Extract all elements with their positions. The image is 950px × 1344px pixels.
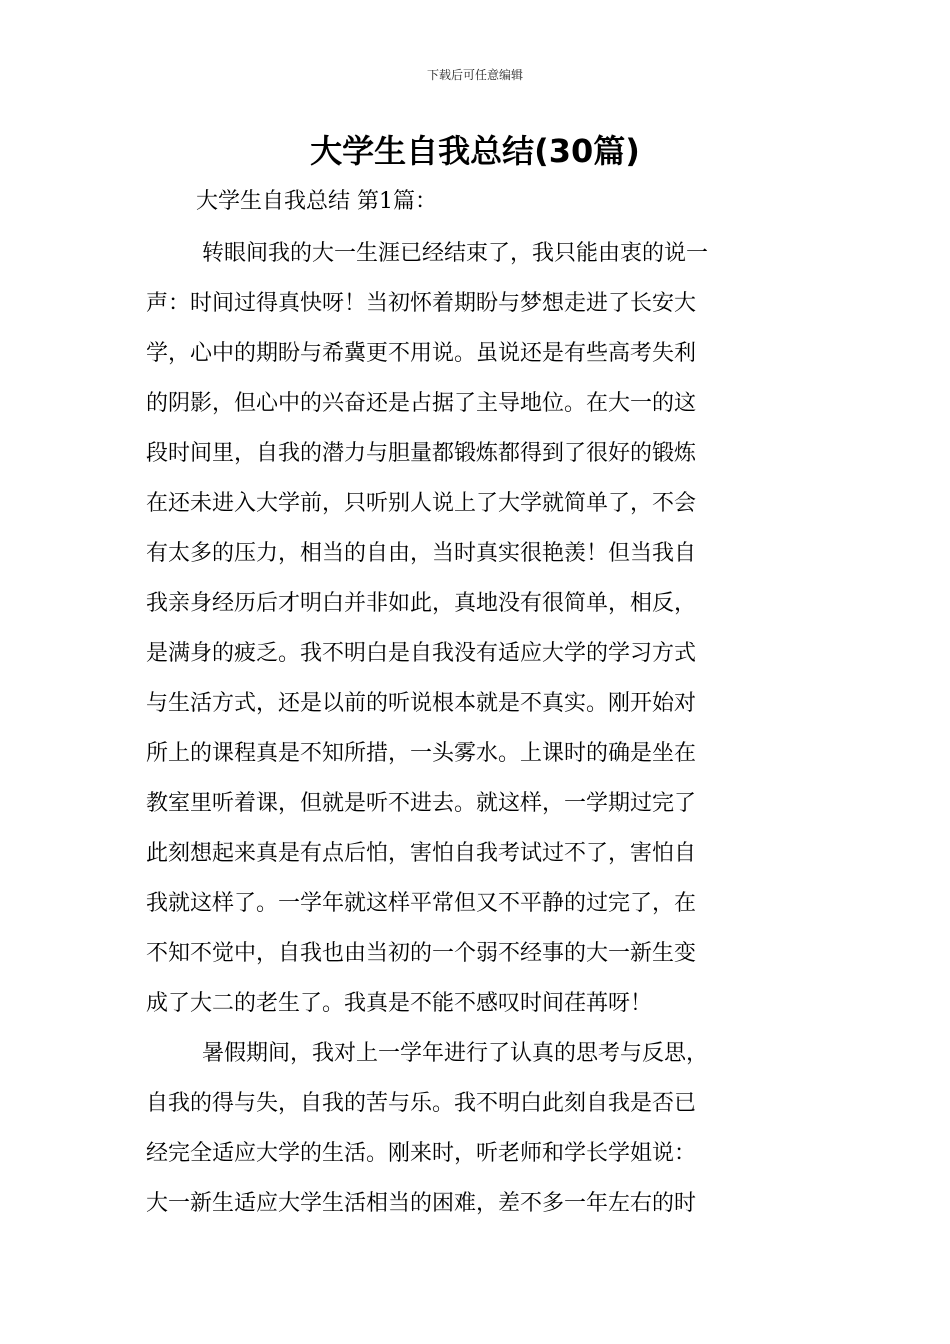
paragraph-line: 暑假期间，我对上一学年进行了认真的思考与反思， [202,1041,709,1066]
paragraph-line: 转眼间我的大一生涯已经结束了，我只能由衷的说一 [202,241,709,266]
document-title: 大学生自我总结(30篇) [310,132,640,170]
paragraph-line: 段时间里，自我的潜力与胆量都锻炼都得到了很好的锻炼 [146,441,697,466]
paragraph-line: 与生活方式，还是以前的听说根本就是不真实。刚开始对 [146,691,697,716]
page-header: 下载后可任意编辑 [426,68,523,82]
section-heading: 大学生自我总结 第1篇： [196,189,437,214]
paragraph-line: 教室里听着课，但就是听不进去。就这样，一学期过完了 [146,791,697,816]
paragraph-line: 的阴影，但心中的兴奋还是占据了主导地位。在大一的这 [146,391,697,416]
paragraph-line: 是满身的疲乏。我不明白是自我没有适应大学的学习方式 [146,641,697,666]
paragraph-line: 自我的得与失，自我的苦与乐。我不明白此刻自我是否已 [146,1091,697,1116]
paragraph-line: 成了大二的老生了。我真是不能不感叹时间荏苒呀！ [146,991,653,1016]
paragraph-line: 经完全适应大学的生活。刚来时，听老师和学长学姐说： [146,1141,697,1166]
paragraph-line: 不知不觉中，自我也由当初的一个弱不经事的大一新生变 [146,941,697,966]
paragraph-line: 此刻想起来真是有点后怕，害怕自我考试过不了，害怕自 [146,841,697,866]
paragraph-line: 我亲身经历后才明白并非如此，真地没有很简单，相反， [146,591,697,616]
paragraph-line: 在还未进入大学前，只听别人说上了大学就简单了，不会 [146,491,697,516]
paragraph-line: 大一新生适应大学生活相当的困难，差不多一年左右的时 [146,1191,697,1216]
paragraph-line: 有太多的压力，相当的自由，当时真实很艳羡！但当我自 [146,541,697,566]
paragraph-line: 所上的课程真是不知所措，一头雾水。上课时的确是坐在 [146,741,697,766]
paragraph-line: 学，心中的期盼与希冀更不用说。虽说还是有些高考失利 [146,341,697,366]
paragraph-line: 声：时间过得真快呀！当初怀着期盼与梦想走进了长安大 [146,291,697,316]
paragraph-line: 我就这样了。一学年就这样平常但又不平静的过完了，在 [146,891,697,916]
